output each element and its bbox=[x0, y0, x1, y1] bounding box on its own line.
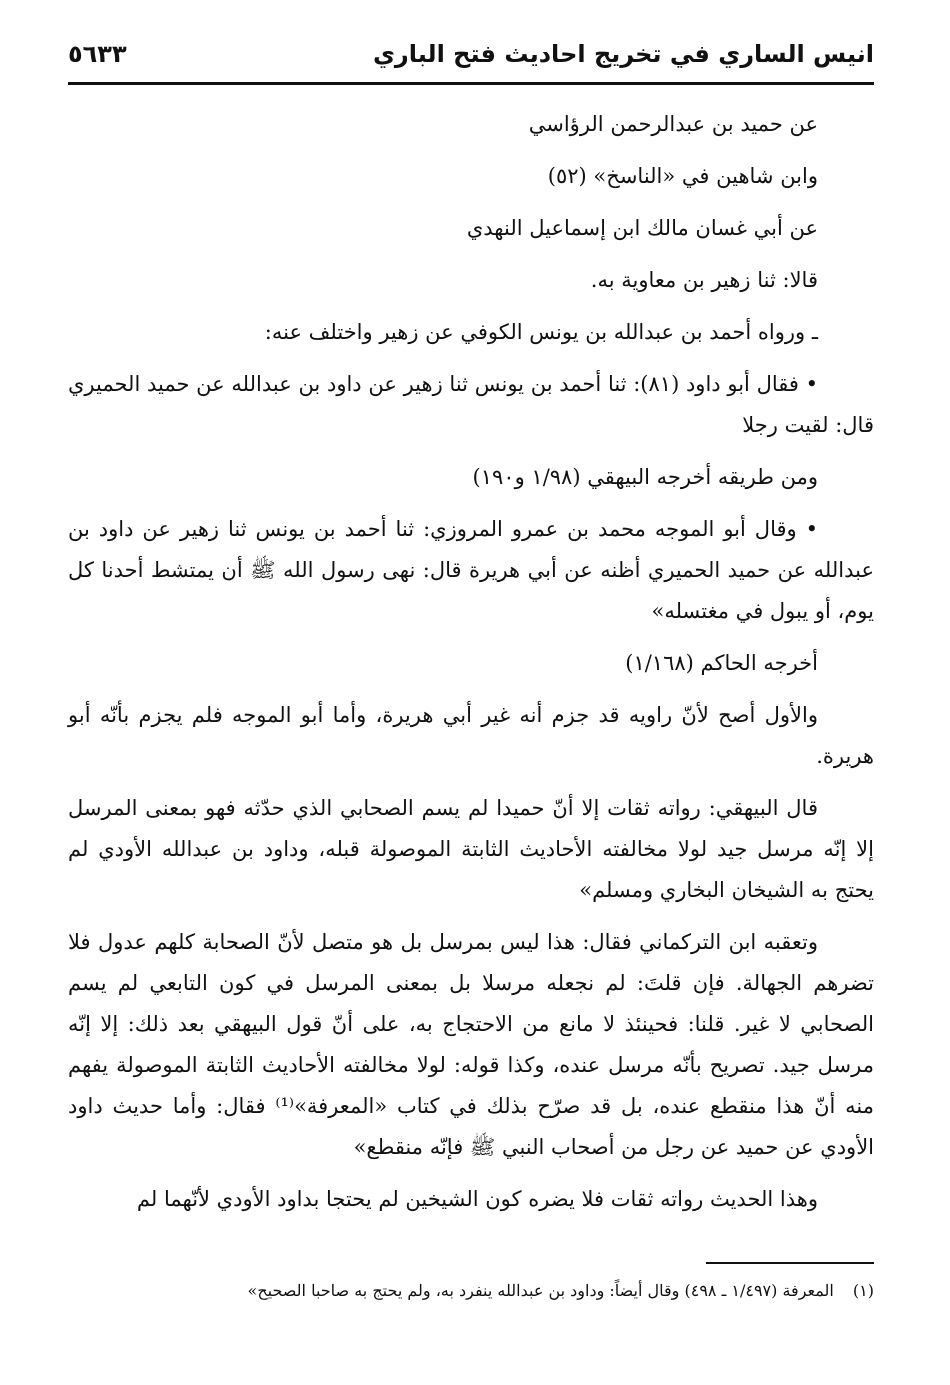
paragraph: قال البيهقي: رواته ثقات إلا أنّ حميدا لم يسم الصحابي الذي حدّثه فهو بمعنى المرسل إلا إنّه مرسل جيد لولا مخالفته الأحاديث الثابتة الموصولة قبله، وداود بن عبدالله الأودي لم يحتج به الشيخان البخاري ومسلم» bbox=[68, 796, 874, 902]
footnote bbox=[68, 1276, 874, 1306]
paragraph: وابن شاهين في «الناسخ» (٥٢) bbox=[547, 164, 818, 188]
running-title: انيس الساري في تخريج احاديث فتح الباري bbox=[372, 40, 874, 68]
page-number: ٥٦٣٣ bbox=[68, 40, 127, 68]
paragraph: ومن طريقه أخرجه البيهقي (١/٩٨ و١٩٠) bbox=[472, 465, 818, 489]
paragraph: ـ ورواه أحمد بن عبدالله بن يونس الكوفي عن زهير واختلف عنه: bbox=[264, 320, 818, 344]
paragraph: أخرجه الحاكم (١/١٦٨) bbox=[625, 651, 818, 675]
paragraph: عن أبي غسان مالك ابن إسماعيل النهدي bbox=[466, 216, 818, 240]
footnote-divider bbox=[706, 1262, 874, 1264]
footnote-number: (١) bbox=[852, 1281, 874, 1300]
paragraph: • فقال أبو داود (٨١): ثنا أحمد بن يونس ثنا زهير عن داود بن عبدالله عن حميد الحميري قال: لقيت رجلا bbox=[68, 364, 874, 446]
paragraph: وهذا الحديث رواته ثقات فلا يضره كون الشيخين لم يحتجا بداود الأودي لأنّهما لم bbox=[136, 1187, 818, 1211]
paragraph: والأول أصح لأنّ راويه قد جزم أنه غير أبي هريرة، وأما أبو الموجه فلم يجزم بأنّه أبو هريرة. bbox=[68, 703, 874, 768]
main-text bbox=[68, 104, 874, 1231]
paragraph: عن حميد بن عبدالرحمن الرؤاسي bbox=[528, 112, 818, 136]
paragraph: وتعقبه ابن التركماني فقال: هذا ليس بمرسل بل هو متصل لأنّ الصحابة كلهم عدول فلا تضرهم الجهالة. فإن قلتَ: لم نجعله مرسلا بل بمعنى المرسل في كون التابعي لم يسم الصحابي لا غير. قلنا: فحينئذ لا مانع من الاحتجاج به، على أنّ قول البيهقي بعد ذلك: إلا إنّه مرسل جيد. تصريح بأنّه مرسل عنده، وكذا قوله: لولا مخالفته الأحاديث الثابتة الموصولة يفهم منه أنّ هذا منقطع عنده، بل قد صرّح بذلك في كتاب «المعرفة»⁽¹⁾ فقال: وأما حديث داود الأودي عن حميد عن رجل من أصحاب النبي ﷺ فإنّه منقطع» bbox=[68, 930, 874, 1159]
paragraph: قالا: ثنا زهير بن معاوية به. bbox=[590, 268, 818, 292]
paragraph: • وقال أبو الموجه محمد بن عمرو المروزي: ثنا أحمد بن يونس ثنا زهير عن داود بن عبدالله عن حميد الحميري أظنه عن أبي هريرة قال: نهى رسول الله ﷺ أن يمتشط أحدنا كل يوم، أو يبول في مغتسله» bbox=[68, 509, 874, 632]
page-header bbox=[68, 34, 874, 74]
footnote-text: المعرفة (١/٤٩٧ ـ ٤٩٨) وقال أيضاً: وداود بن عبدالله ينفرد به، ولم يحتج به صاحبا الصحيح» bbox=[247, 1281, 834, 1300]
header-divider bbox=[68, 82, 874, 85]
